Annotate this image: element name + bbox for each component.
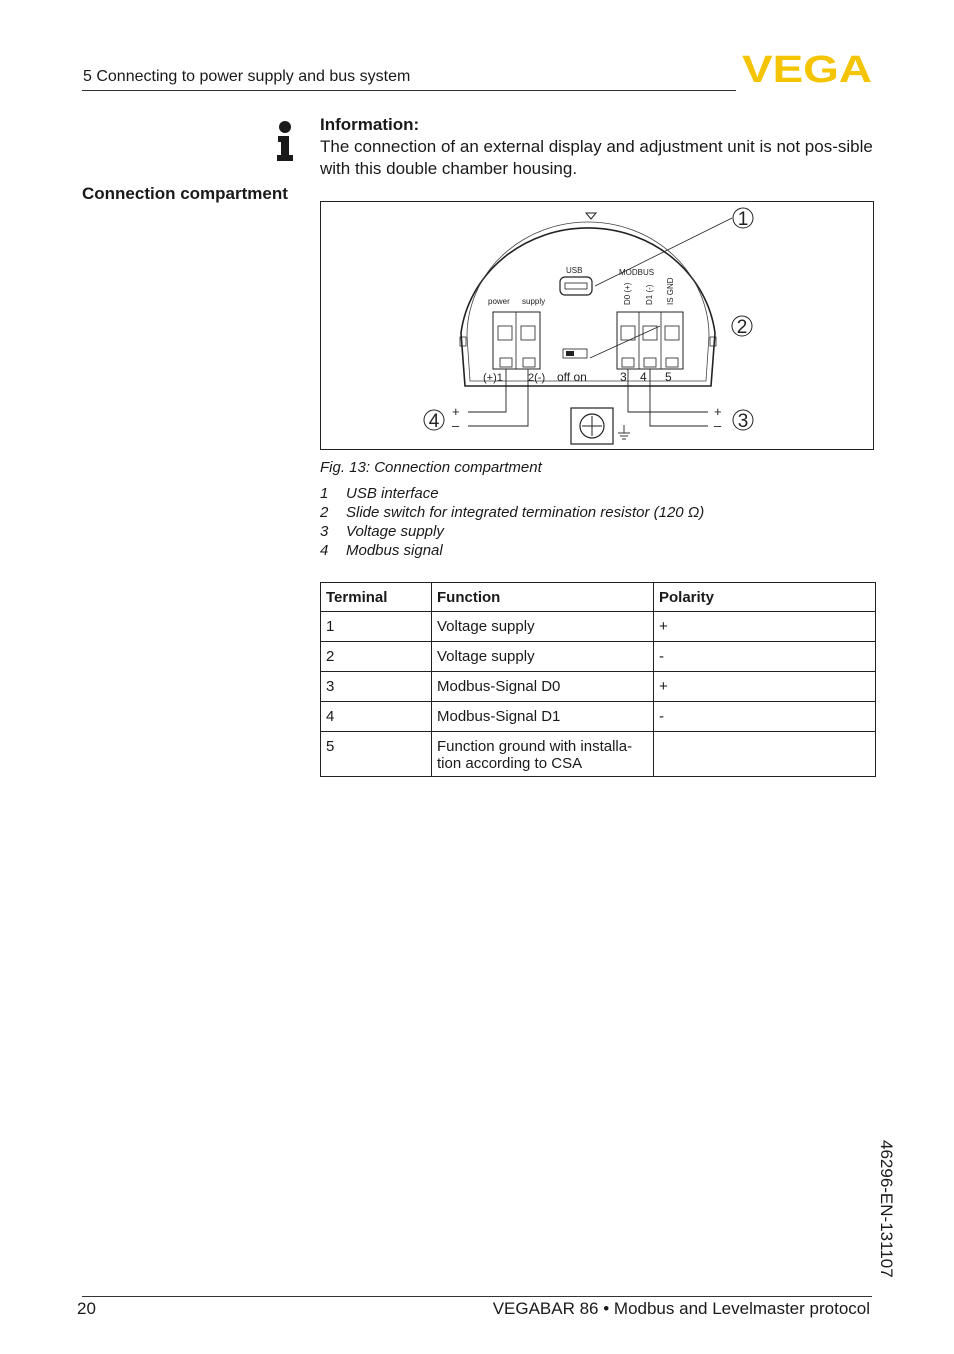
info-body: The connection of an external display and adjustment unit is not pos-sible with this double chamber housing. — [320, 137, 873, 178]
housing-outline — [461, 228, 715, 386]
header-polarity: Polarity — [654, 583, 876, 612]
d0-label: D0 (+) — [623, 282, 632, 305]
figure-legend — [320, 484, 704, 560]
terminal-2-label: 2(-) — [528, 372, 546, 384]
svg-text:46296-EN-131107: 46296-EN-131107 — [877, 1140, 896, 1278]
plus-right: + — [714, 404, 722, 419]
connection-compartment-figure — [320, 201, 874, 450]
function-cell: Voltage supply — [432, 642, 654, 672]
minus-right: – — [714, 418, 722, 433]
modbus-label: MODBUS — [619, 268, 655, 277]
table-row — [321, 612, 876, 642]
section-title: Connection compartment — [82, 184, 288, 203]
terminal-5-label: 5 — [665, 370, 672, 384]
function-cell: Voltage supply — [432, 612, 654, 642]
power-label: power — [488, 297, 510, 306]
info-title: Information: — [320, 115, 420, 134]
terminal-3-label: 3 — [620, 370, 627, 384]
vega-logo — [742, 52, 872, 84]
document-code — [867, 1140, 907, 1290]
footer-title: VEGABAR 86 • Modbus and Levelmaster protocol — [492, 1299, 870, 1318]
legend-item: 3 Voltage supply — [320, 523, 444, 540]
table-row — [321, 732, 876, 777]
is-gnd-label: IS GND — [666, 277, 675, 305]
polarity-cell: + — [654, 672, 876, 702]
legend-item: 2 Slide switch for integrated termination resistor (120 Ω) — [320, 504, 705, 521]
info-icon — [274, 120, 296, 162]
polarity-cell: + — [654, 612, 876, 642]
terminal-cell: 2 — [321, 642, 432, 672]
legend-item: 4 Modbus signal — [320, 542, 443, 559]
modbus-terminal-block — [617, 312, 683, 369]
terminal-cell: 5 — [321, 732, 432, 777]
switch-label: off on — [557, 370, 587, 384]
page-number: 20 — [77, 1299, 96, 1318]
supply-label: supply — [522, 297, 546, 306]
header-function: Function — [432, 583, 654, 612]
terminal-cell: 1 — [321, 612, 432, 642]
table-row — [321, 672, 876, 702]
header-terminal: Terminal — [321, 583, 432, 612]
header-section-title: 5 Connecting to power supply and bus system — [83, 68, 411, 85]
terminal-cell: 3 — [321, 672, 432, 702]
table-header-row — [321, 583, 876, 612]
callout-4-number: 4 — [428, 411, 440, 432]
callout-1-number: 1 — [737, 209, 749, 230]
callout-2-number: 2 — [736, 317, 748, 338]
polarity-cell: - — [654, 702, 876, 732]
legend-item: 1 USB interface — [320, 485, 439, 502]
polarity-cell: - — [654, 642, 876, 672]
terminal-cell: 4 — [321, 702, 432, 732]
function-cell: Function ground with installa-tion according to CSA — [432, 732, 654, 777]
figure-caption: Fig. 13: Connection compartment — [320, 459, 542, 476]
header-rule — [82, 90, 736, 91]
function-cell: Modbus-Signal D0 — [432, 672, 654, 702]
function-cell: Modbus-Signal D1 — [432, 702, 654, 732]
table-row — [321, 642, 876, 672]
plus-left: + — [452, 404, 460, 419]
terminal-table — [320, 582, 876, 777]
callout-3-number: 3 — [737, 411, 749, 432]
logo-text: VEGA — [742, 52, 872, 84]
table-row — [321, 702, 876, 732]
minus-left: – — [452, 418, 460, 433]
polarity-cell — [654, 732, 876, 777]
terminal-1-label: (+)1 — [483, 372, 503, 384]
usb-label: USB — [566, 266, 583, 275]
footer-rule — [82, 1296, 872, 1297]
d1-label: D1 (-) — [645, 284, 654, 305]
terminal-4-label: 4 — [640, 370, 647, 384]
